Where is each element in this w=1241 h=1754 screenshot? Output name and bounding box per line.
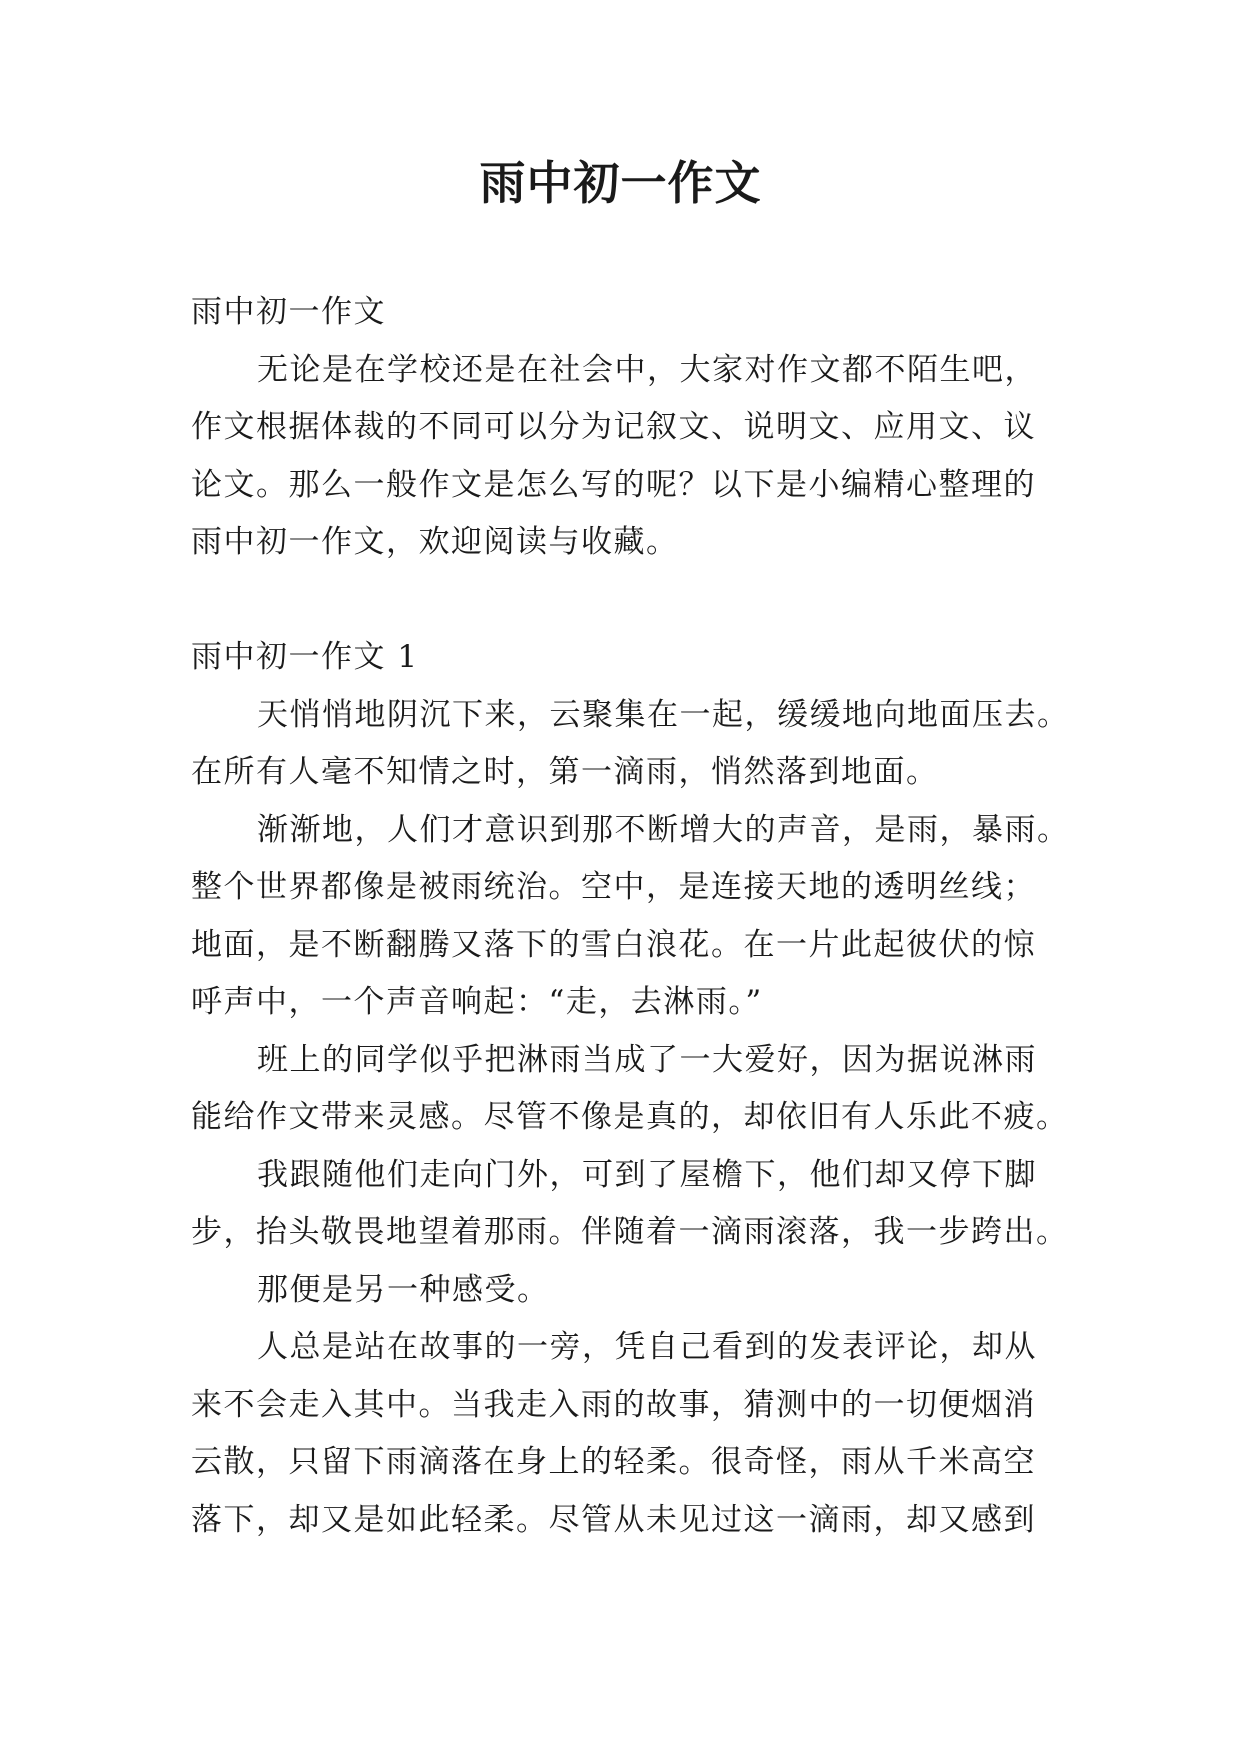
text-line: 作文根据体裁的不同可以分为记叙文、说明文、应用文、议 bbox=[191, 409, 1036, 445]
document-body bbox=[191, 284, 1070, 1549]
text-line: 在所有人毫不知情之时，第一滴雨，悄然落到地面。 bbox=[191, 754, 939, 790]
text-line: 班上的同学似乎把淋雨当成了一大爱好，因为据说淋雨 bbox=[257, 1041, 1037, 1078]
text-line: 云散，只留下雨滴落在身上的轻柔。很奇怪，雨从千米高空 bbox=[191, 1444, 1036, 1480]
text-line: 能给作文带来灵感。尽管不像是真的，却依旧有人乐此不疲。 bbox=[191, 1099, 1069, 1135]
document-title: 雨中初一作文 bbox=[479, 156, 762, 210]
text-line: 我跟随他们走向门外，可到了屋檐下，他们却又停下脚 bbox=[257, 1156, 1037, 1193]
text-line: 雨中初一作文，欢迎阅读与收藏。 bbox=[191, 524, 679, 560]
text-line: 落下，却又是如此轻柔。尽管从未见过这一滴雨，却又感到 bbox=[191, 1501, 1036, 1538]
text-line: 地面，是不断翻腾又落下的雪白浪花。在一片此起彼伏的惊 bbox=[191, 926, 1036, 963]
text-line: 雨中初一作文 1 bbox=[191, 639, 419, 675]
text-line: 那便是另一种感受。 bbox=[257, 1271, 550, 1308]
paragraph-gap bbox=[191, 572, 1051, 630]
text-line: 渐渐地，人们才意识到那不断增大的声音，是雨，暴雨。 bbox=[257, 811, 1070, 848]
text-line: 天悄悄地阴沉下来，云聚集在一起，缓缓地向地面压去。 bbox=[257, 696, 1070, 733]
text-line: 整个世界都像是被雨统治。空中，是连接天地的透明丝线； bbox=[191, 869, 1036, 905]
text-line: 呼声中，一个声音响起：“走，去淋雨。” bbox=[191, 984, 763, 1020]
text-line: 论文。那么一般作文是怎么写的呢？以下是小编精心整理的 bbox=[191, 466, 1036, 503]
text-line: 来不会走入其中。当我走入雨的故事，猜测中的一切便烟消 bbox=[191, 1386, 1036, 1423]
text-line: 雨中初一作文 bbox=[191, 294, 386, 330]
text-line: 人总是站在故事的一旁，凭自己看到的发表评论，却从 bbox=[257, 1329, 1037, 1365]
text-line: 无论是在学校还是在社会中，大家对作文都不陌生吧， bbox=[257, 351, 1037, 388]
text-line: 步，抬头敬畏地望着那雨。伴随着一滴雨滚落，我一步跨出。 bbox=[191, 1214, 1069, 1250]
